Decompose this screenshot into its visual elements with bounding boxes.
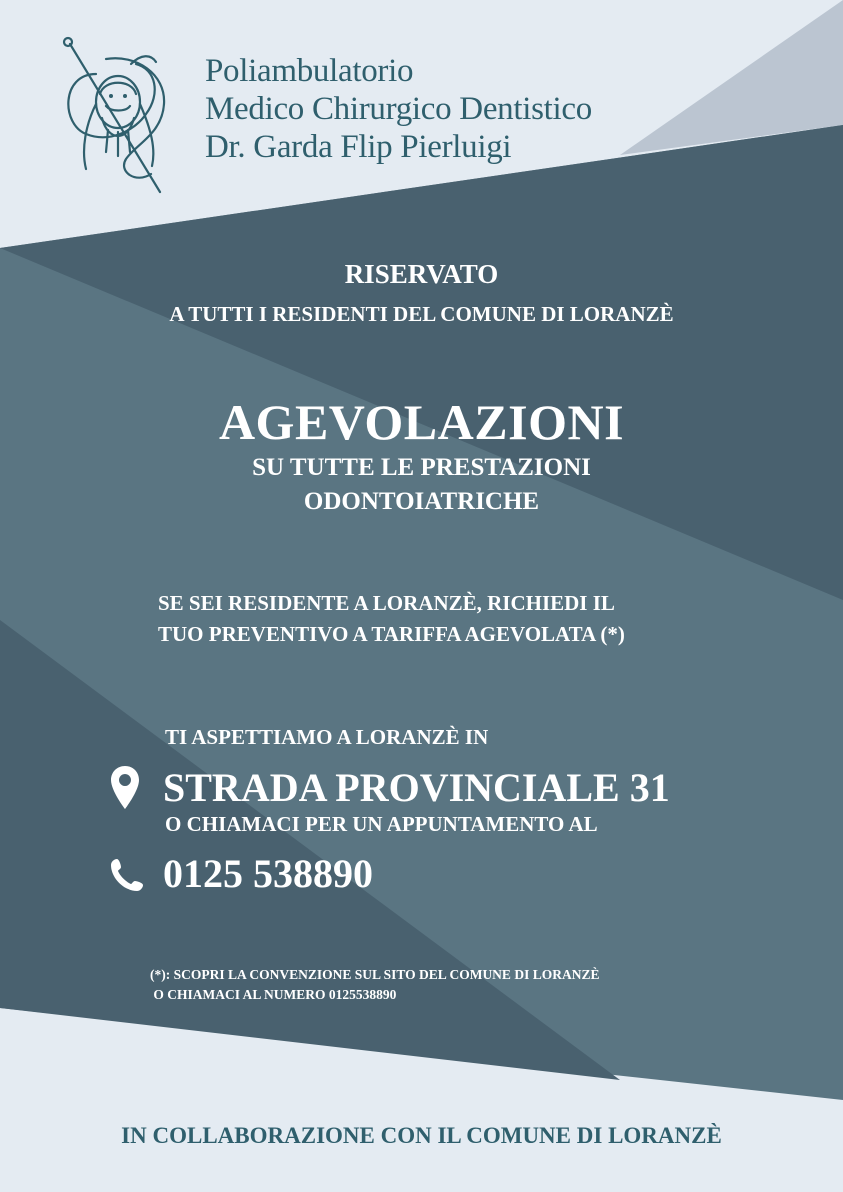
offer-subtitle-line-2: ODONTOIATRICHE — [303, 488, 540, 515]
residents-message — [158, 588, 625, 650]
offer-headline: AGEVOLAZIONI — [218, 394, 625, 450]
residents-message-line-2: TUO PREVENTIVO A TARIFFA AGEVOLATA (*) — [158, 622, 625, 646]
collaboration-footer: IN COLLABORAZIONE CON IL COMUNE DI LORANZÈ — [121, 1123, 722, 1148]
audience-line: A TUTTI I RESIDENTI DEL COMUNE DI LORANZÈ — [169, 302, 674, 326]
clinic-name-line-3: Dr. Garda Flip Pierluigi — [205, 129, 512, 165]
clinic-name — [205, 52, 592, 166]
contact-intro: TI ASPETTIAMO A LORANZÈ IN — [165, 725, 489, 749]
footnote-line-1: (*): SCOPRI LA CONVENZIONE SUL SITO DEL COMUNE DI LORANZÈ — [150, 967, 600, 982]
location-pin-icon — [111, 766, 139, 809]
clinic-name-line-2: Medico Chirurgico Dentistico — [205, 91, 592, 127]
reserved-heading: RISERVATO — [344, 259, 499, 289]
clinic-name-line-1: Poliambulatorio — [205, 53, 414, 89]
phone-icon — [110, 858, 144, 892]
phone-number[interactable]: 0125 538890 — [163, 851, 373, 896]
caduceus-logo — [56, 34, 180, 196]
call-text: O CHIAMACI PER UN APPUNTAMENTO AL — [165, 812, 598, 836]
residents-message-line-1: SE SEI RESIDENTE A LORANZÈ, RICHIEDI IL — [158, 591, 615, 615]
offer-subtitle-line-1: SU TUTTE LE PRESTAZIONI — [252, 454, 591, 481]
offer-subtitle — [0, 451, 843, 519]
address-text: STRADA PROVINCIALE 31 — [163, 765, 670, 810]
footnote — [150, 965, 599, 1005]
footnote-line-2: O CHIAMACI AL NUMERO 0125538890 — [150, 987, 397, 1002]
